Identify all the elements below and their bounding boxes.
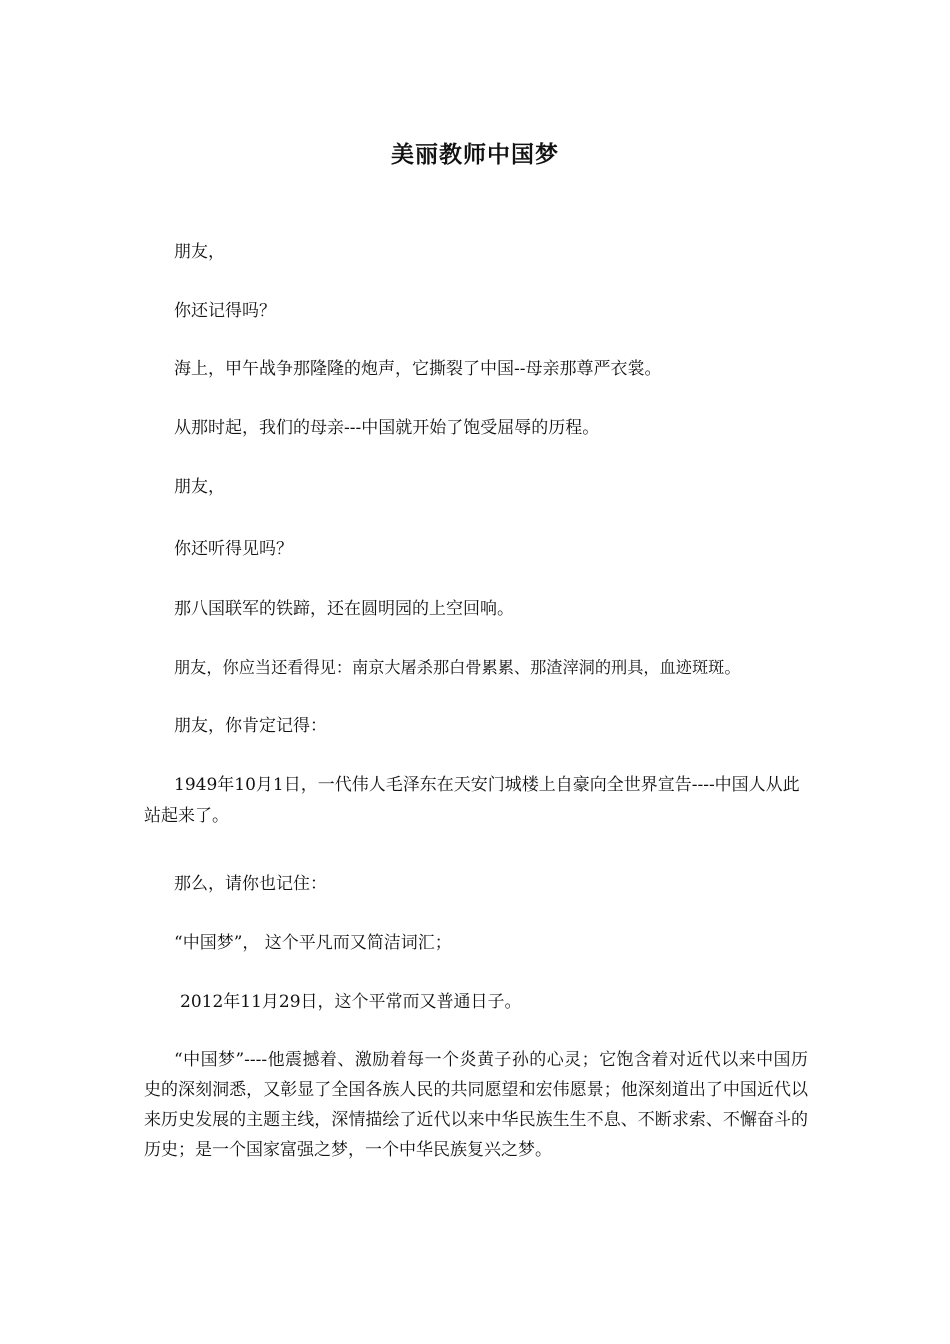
document-title: 美丽教师中国梦 <box>391 142 559 168</box>
paragraph: 那八国联军的铁蹄，还在圆明园的上空回响。 <box>174 599 514 619</box>
paragraph: 朋友，你肯定记得： <box>174 716 327 736</box>
paragraph: “中国梦”----他震撼着、激励着每一个炎黄子孙的心灵；它饱含着对近代以来中国历史的深刻洞悉，又彰显了全国各族人民的共同愿望和宏伟愿景；他深刻道出了中国近代以来历史发展的主题主线，深情描绘了近代以来中华民族生生不息、不断求索、不懈奋斗的历史；是一个国家富强之梦，一个中华民族复兴之梦。 <box>144 1050 808 1160</box>
paragraph: 1949年10月1日，一代伟人毛泽东在天安门城楼上自豪向全世界宣告----中国人从此站起来了。 <box>144 775 800 826</box>
paragraph: “中国梦”， 这个平凡而又简洁词汇； <box>174 933 452 953</box>
paragraph: 朋友， <box>174 477 225 497</box>
paragraph: 海上，甲午战争那隆隆的炮声，它撕裂了中国--母亲那尊严衣裳。 <box>174 359 662 379</box>
paragraph: 你还听得见吗？ <box>174 539 293 559</box>
paragraph: 朋友， <box>174 242 225 262</box>
paragraph: 从那时起，我们的母亲---中国就开始了饱受屈辱的历程。 <box>174 418 600 438</box>
paragraph: 那么，请你也记住： <box>174 874 327 894</box>
paragraph: 你还记得吗？ <box>174 301 276 321</box>
paragraph: 朋友，你应当还看得见：南京大屠杀那白骨累累、那渣滓洞的刑具，血迹斑斑。 <box>174 658 741 677</box>
paragraph: 2012年11月29日，这个平常而又普通日子。 <box>180 992 522 1012</box>
